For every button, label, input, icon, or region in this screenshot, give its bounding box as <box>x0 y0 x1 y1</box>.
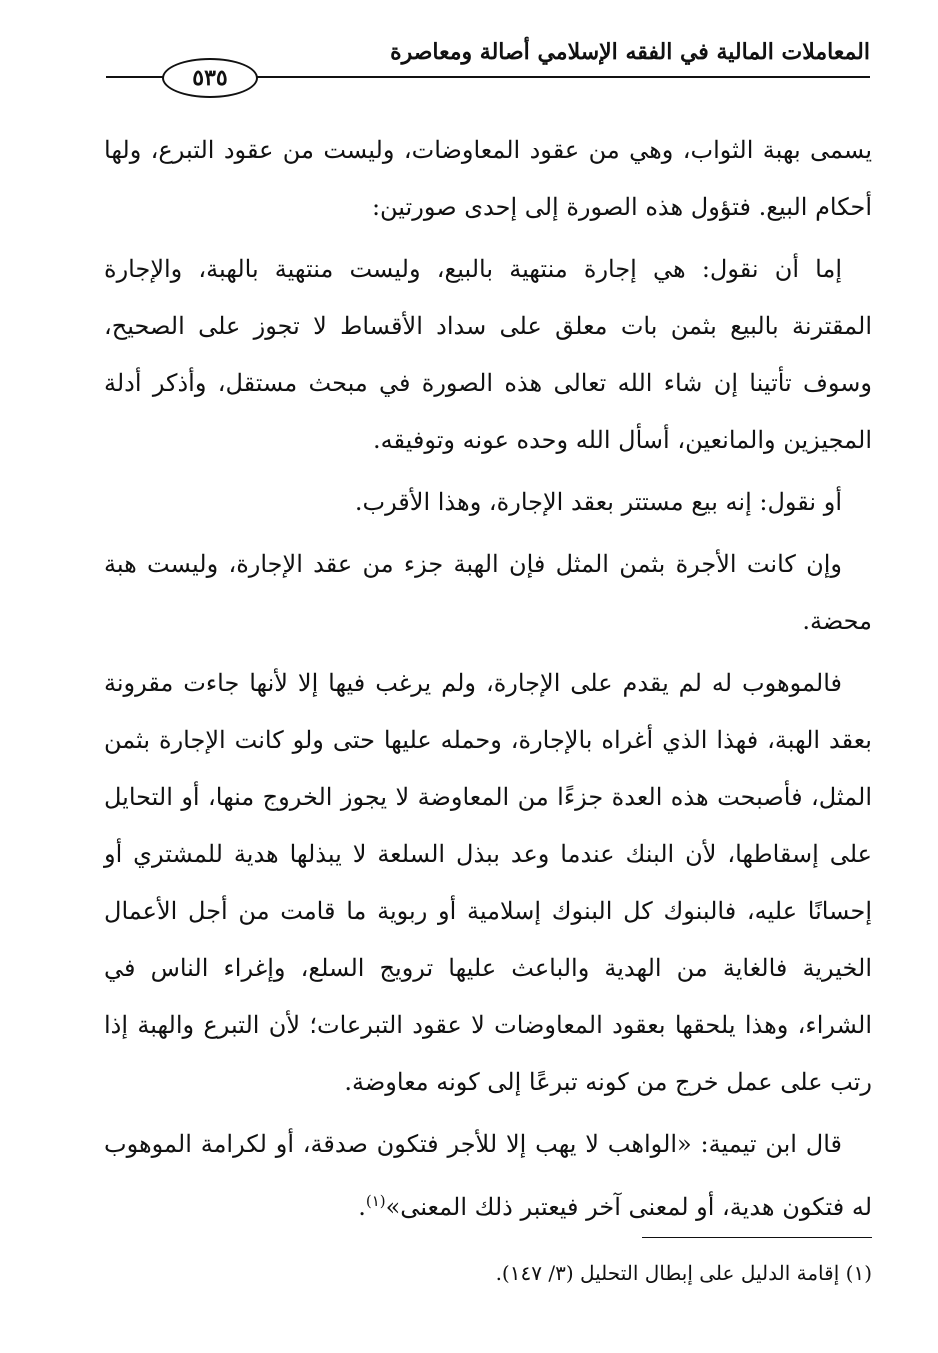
paragraph: إما أن نقول: هي إجارة منتهية بالبيع، وليست منتهية بالهبة، والإجارة المقترنة بالبيع بثمن بات معلق على سداد الأقساط لا تجوز على الصحيح، وسوف تأتينا إن شاء الله تعالى هذه الصورة في مبحث مستقل، وأذكر أدلة المجيزين والمانعين، أسأل الله وحده عونه وتوفيقه. <box>104 255 873 454</box>
paragraph: فالموهوب له لم يقدم على الإجارة، ولم يرغب فيها إلا لأنها جاءت مقرونة بعقد الهبة، فهذا الذي أغراه بالإجارة، وحمله عليها حتى ولو كانت الإجارة بثمن المثل، فأصبحت هذه العدة جزءًا من المعاوضة لا يجوز الخروج منها، أو التحايل على إسقاطها، لأن البنك عندما وعد ببذل السلعة لا يبذلها هدية للمشتري أو إحسانًا عليه، فالبنوك كل البنوك إسلامية أو ربوية ما قامت من أجل الأعمال الخيرية فالغاية من الهدية والباعث عليها ترويج السلع، وإغراء الناس في الشراء، وهذا يلحقها بعقود المعاوضات لا عقود التبرعات؛ لأن التبرع والهبة إذا رتب على عمل خرج من كونه تبرعًا إلى كونه معاوضة. <box>104 669 872 1096</box>
paragraph: وإن كانت الأجرة بثمن المثل فإن الهبة جزء من عقد الإجارة، وليست هبة محضة. <box>104 550 872 635</box>
footnote: (١) إقامة الدليل على إبطال التحليل (٣/ ١٤٧). <box>495 1261 872 1285</box>
paragraph: أو نقول: إنه بيع مستتر بعقد الإجارة، وهذا الأقرب. <box>354 488 842 516</box>
final-period: . <box>358 1193 366 1221</box>
page-number: ٥٣٥ <box>162 58 258 98</box>
running-header-title: المعاملات المالية في الفقه الإسلامي أصالة ومعاصرة <box>390 39 870 65</box>
footnote-rule <box>642 1237 872 1238</box>
paragraph: يسمى بهبة الثواب، وهي من عقود المعاوضات، وليست من عقود التبرع، ولها أحكام البيع. فتؤول هذه الصورة إلى إحدى صورتين: <box>104 136 872 221</box>
footnote-marker: (١) <box>365 1192 386 1210</box>
quote-paragraph <box>104 1116 872 1236</box>
main-text <box>104 122 872 1241</box>
quote-text: قال ابن تيمية: «الواهب لا يهب إلا للأجر فتكون صدقة، أو لكرامة الموهوب له فتكون هدية، أو لمعنى آخر فيعتبر ذلك المعنى» <box>104 1130 872 1221</box>
